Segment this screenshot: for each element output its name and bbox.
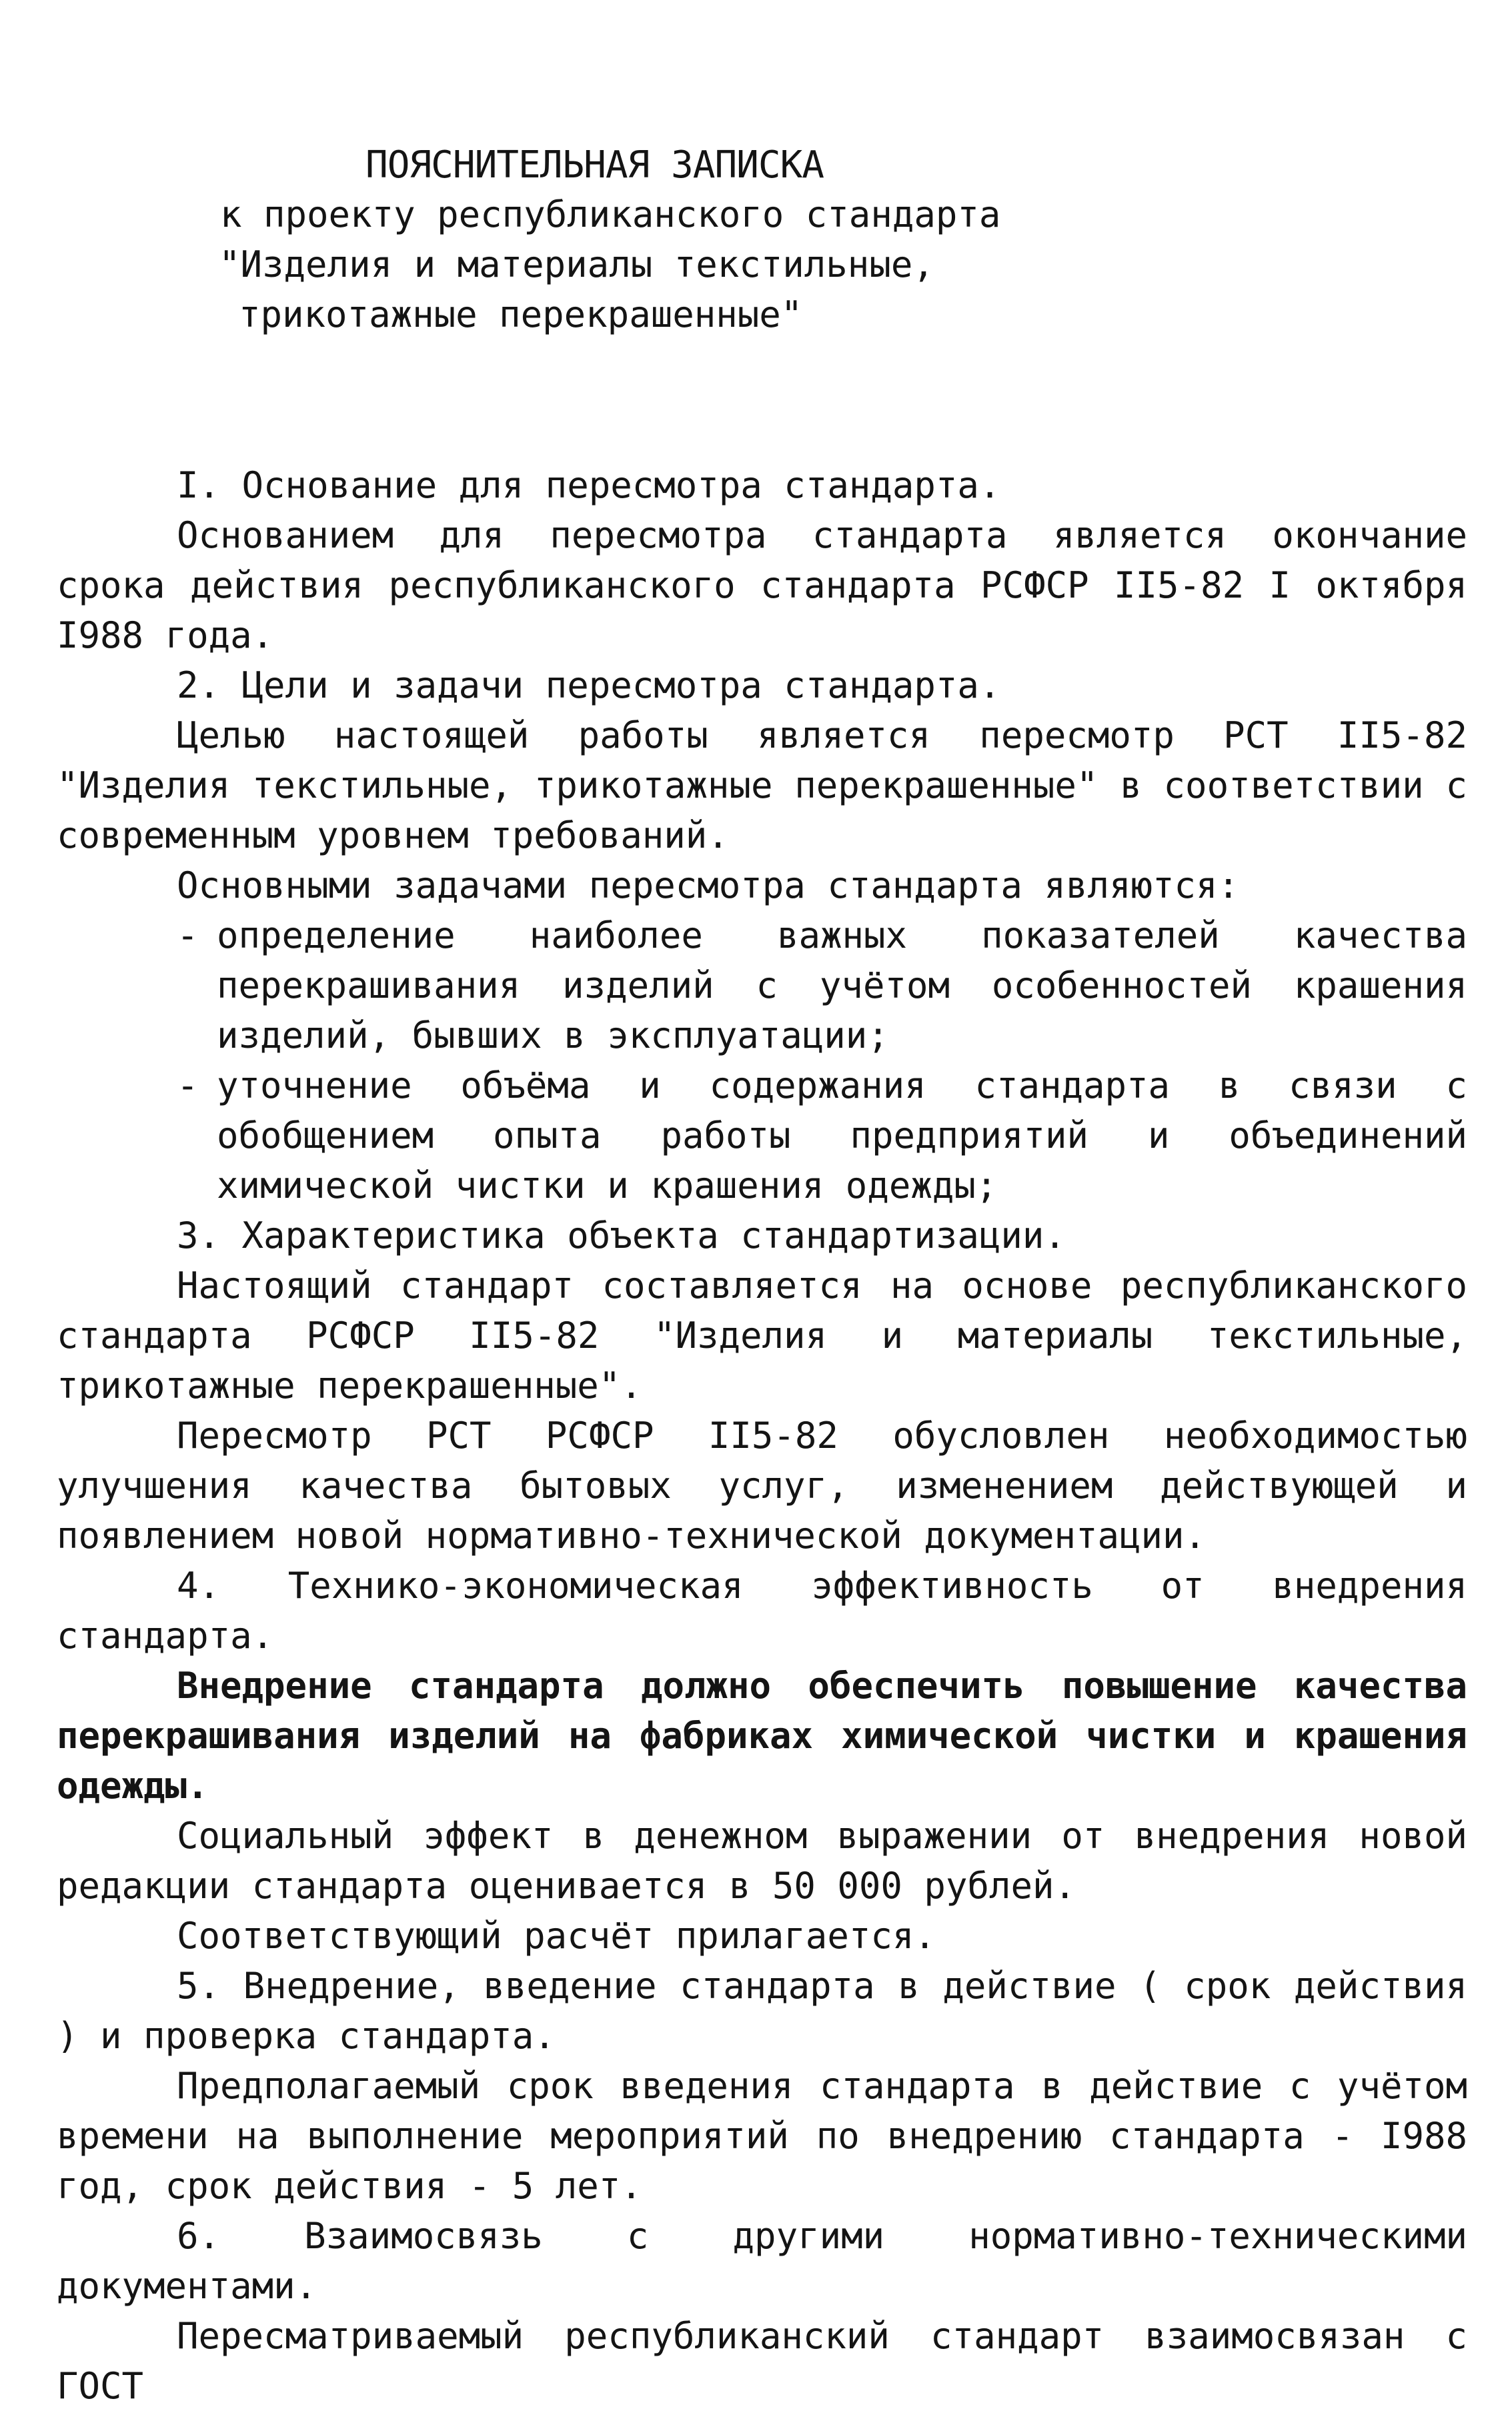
subtitle-line-3: трикотажные перекрашенные" [239, 293, 803, 335]
section-2-text: Целью настоящей работы является пересмотр РСТ II5-82 "Изделия текстильные, трикотажные перекрашенные" в соответствии с современным уровнем требований. [57, 714, 1467, 856]
section-3-text-1: Настоящий стандарт составляется на основе республиканского стандарта РСФСР II5-82 "Изделия и материалы текстильные, трикотажные перекрашенные". [57, 1265, 1467, 1407]
section-6-heading: 6. Взаимосвязь с другими нормативно-техническими документами. [57, 2215, 1467, 2307]
section-3-heading: 3. Характеристика объекта стандартизации. [177, 1215, 1066, 1257]
section-1-heading: I. Основание для пересмотра стандарта. [177, 464, 1001, 506]
task-list-item-2 [57, 1060, 1467, 1211]
section-6-text: Пересматриваемый республиканский стандарт взаимосвязан с ГОСТ [57, 2315, 1467, 2407]
section-1-text: Основанием для пересмотра стандарта является окончание срока действия республиканского стандарта РСФСР II5-82 I октября I988 года. [57, 514, 1467, 656]
section-2-heading: 2. Цели и задачи пересмотра стандарта. [177, 664, 1001, 706]
section-4-text-2: Социальный эффект в денежном выражении от внедрения новой редакции стандарта оценивается в 50 000 рублей. [57, 1815, 1467, 1907]
task-2-text: уточнение объёма и содержания стандарта в связи с обобщением опыта работы предприятий и объединений химической чистки и крашения одежды; [217, 1064, 1467, 1207]
section-4-text-3: Соответствующий расчёт прилагается. [177, 1915, 936, 1957]
task-1-text: определение наиболее важных показателей качества перекрашивания изделий с учётом особенностей крашения изделий, бывших в эксплуатации; [217, 914, 1467, 1056]
list-dash: - [177, 1064, 199, 1106]
list-dash: - [177, 914, 199, 956]
document-title: ПОЯСНИТЕЛЬНАЯ ЗАПИСКА [365, 143, 824, 187]
document-body [57, 460, 1467, 2411]
section-5-text: Предполагаемый срок введения стандарта в действие с учётом времени на выполнение мероприятий по внедрению стандарта - I988 год, срок действия - 5 лет. [57, 2065, 1467, 2207]
section-2-tasks-intro: Основными задачами пересмотра стандарта являются: [177, 864, 1240, 906]
task-list-item-1 [57, 910, 1467, 1060]
section-4-text-1: Внедрение стандарта должно обеспечить повышение качества перекрашивания изделий на фабриках химической чистки и крашения одежды. [57, 1665, 1467, 1807]
subtitle-line-2: "Изделия и материалы текстильные, [219, 243, 934, 285]
section-3-text-2: Пересмотр РСТ РСФСР II5-82 обусловлен необходимостью улучшения качества бытовых услуг, изменением действующей и появлением новой нормативно-технической документации. [57, 1415, 1467, 1557]
section-5-heading: 5. Внедрение, введение стандарта в действие ( срок действия ) и проверка стандарта. [57, 1965, 1467, 2057]
subtitle-line-1: к проекту республиканского стандарта [220, 193, 1001, 235]
section-4-heading: 4. Технико-экономическая эффективность от внедрения стандарта. [57, 1565, 1467, 1657]
